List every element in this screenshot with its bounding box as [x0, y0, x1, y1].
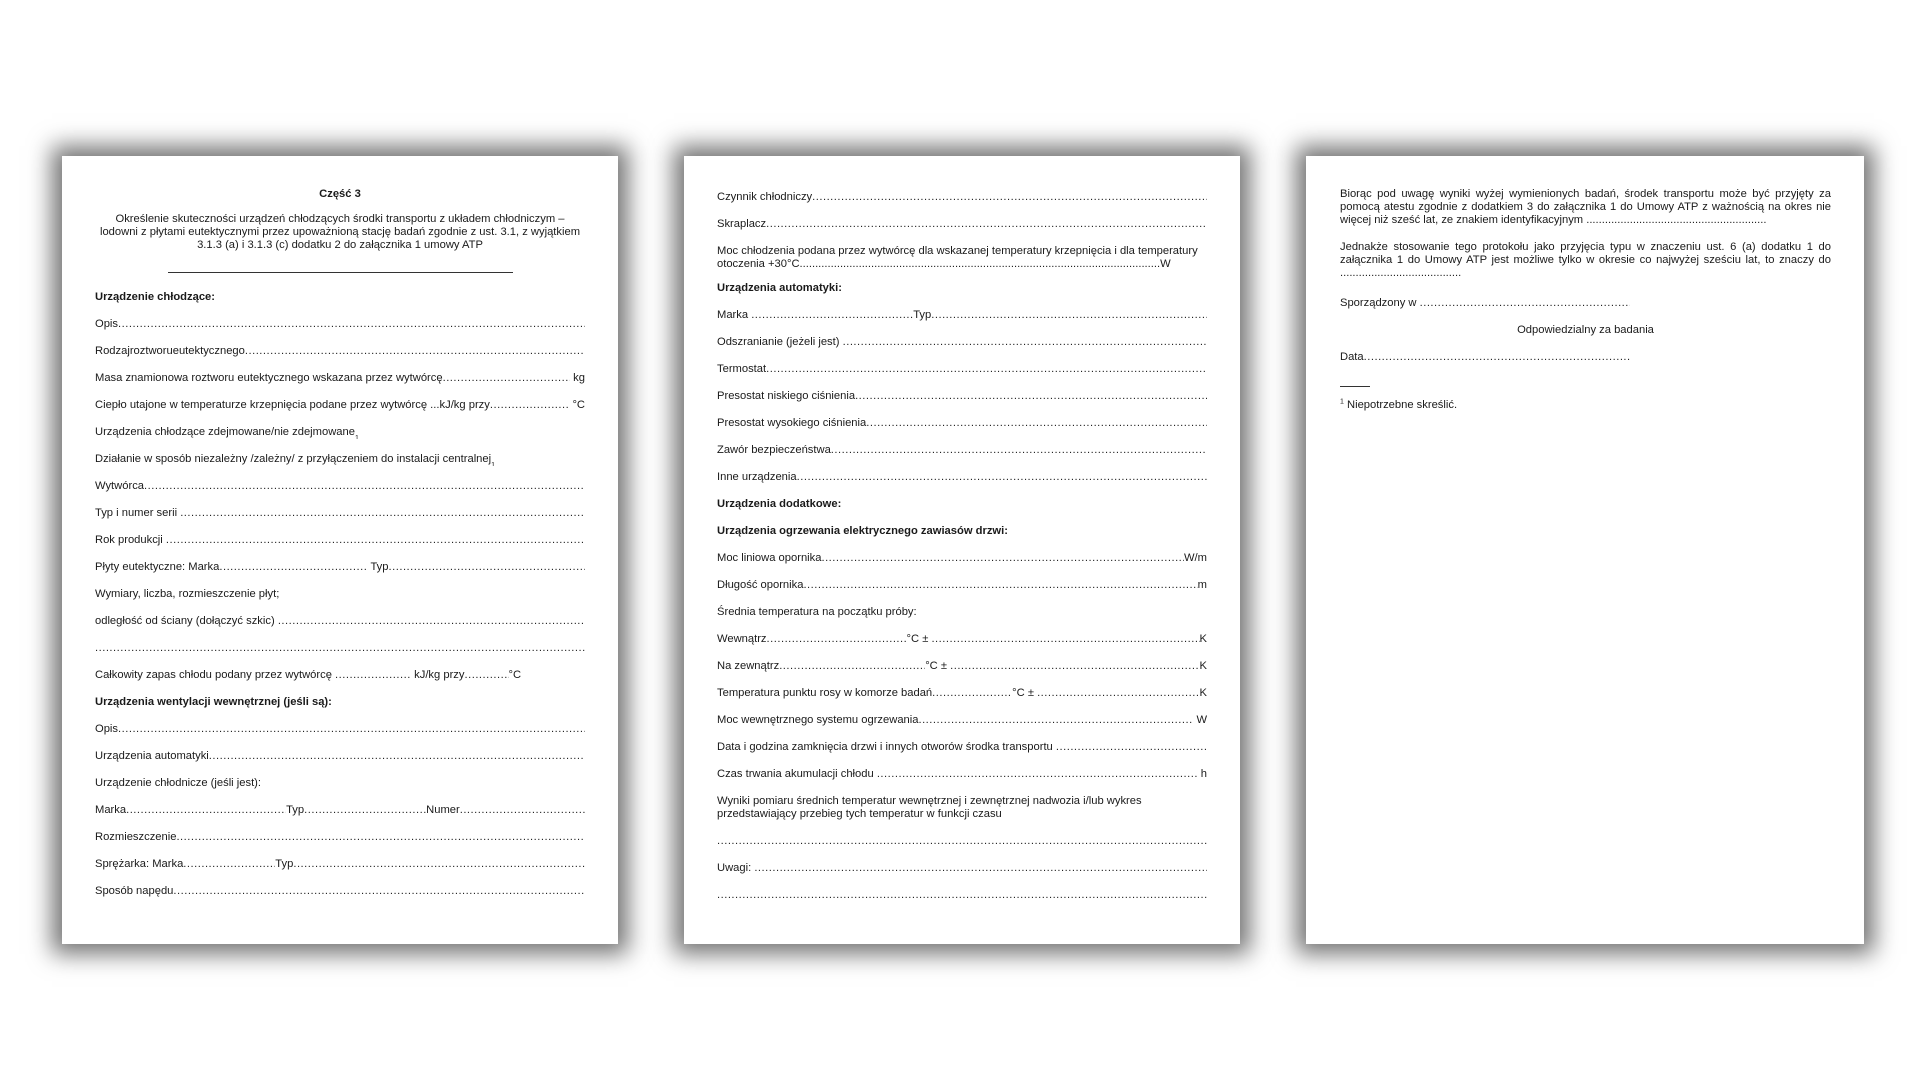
- field-plyty: Płyty eutektyczne: Marka ..... Typ .....: [95, 547, 585, 574]
- field-rodzaj: Rodzajroztworueutektycznego .....: [95, 331, 585, 358]
- field-blank-line: [95, 628, 585, 655]
- document-page-1: [62, 156, 618, 944]
- field-punkt-rosy: Temperatura punktu rosy w komorze badań ..... °C ± ..... K: [717, 673, 1207, 700]
- field-wyniki-line: [717, 821, 1207, 848]
- document-page-3: [1306, 156, 1864, 944]
- field-opis: Opis .....: [95, 304, 585, 331]
- field-naped: Sposób napędu .....: [95, 871, 585, 898]
- field-marka-typ: Marka ..... Typ .....: [717, 295, 1207, 322]
- field-srednia: Średnia temperatura na początku próby:: [717, 606, 917, 618]
- section-title-ventilation: Urządzenia wentylacji wewnętrznej (jeśli są):: [95, 696, 332, 708]
- field-marka-typ-numer: Marka ..... Typ ..... Numer .....: [95, 790, 585, 817]
- section-title-cooling: Urządzenie chłodzące:: [95, 291, 215, 303]
- field-moc-wewn: Moc wewnętrznego systemu ogrzewania ..... W: [717, 700, 1207, 727]
- field-uwagi: Uwagi: .....: [717, 848, 1207, 875]
- field-zdejmowane: Urządzenia chłodzące zdejmowane/nie zdejmowane 1: [95, 426, 359, 439]
- intro-text: Określenie skuteczności urządzeń chłodzących środki transportu z układem chłodniczym – lodowni z płytami eutektycznymi przez upoważnioną stację badań zgodnie z ust. 3.1, z wyjątkiem 3.1.3 (a) i 3.1.3 (c) dodatku 2 do załącznika 1 umowy ATP: [99, 213, 581, 251]
- field-wewnatrz: Wewnątrz ..... °C ± ..... K: [717, 619, 1207, 646]
- section-title-heating: Urządzenia ogrzewania elektrycznego zawiasów drzwi:: [717, 525, 1008, 537]
- field-termostat: Termostat .....: [717, 349, 1207, 376]
- field-zapas: Całkowity zapas chłodu podany przez wytwórcę ..... kJ/kg przy ..... °C: [95, 655, 585, 682]
- dots: ....................................................................................................................: [799, 258, 1161, 270]
- field-wyniki: Wyniki pomiaru średnich temperatur wewnętrznej i zewnętrznej nadwozia i/lub wykres przedstawiający przebieg tych temperatur w funkcji czasu: [717, 795, 1142, 820]
- paragraph-limitation: Jednakże stosowanie tego protokołu jako przyjęcia typu w znaczeniu ust. 6 (a) dodatku 1 do załącznika 1 do Umowy ATP jest możliwe tylko w okresie co najwyżej sześciu lat, to znaczy do .......................................: [1340, 241, 1831, 279]
- paragraph-conclusion: Biorąc pod uwagę wyniki wyżej wymienionych badań, środek transportu może być przyjęty za pomocą atestu zgodnie z dodatkiem 3 do załącznika 1 do Umowy ATP z ważnością na okres nie więcej niż sześć lat, ze znakiem identyfikacyjnym ..........................................................: [1340, 188, 1831, 226]
- field-sprezarka: Sprężarka: Marka ..... Typ .....: [95, 844, 585, 871]
- field-wymiary: Wymiary, liczba, rozmieszczenie płyt;: [95, 588, 280, 600]
- field-skraplacz: Skraplacz .....: [717, 204, 1207, 231]
- field-moc-liniowa: Moc liniowa opornika ..... W/m: [717, 538, 1207, 565]
- field-typ-serii: Typ i numer serii .....: [95, 493, 585, 520]
- field-data-godzina: Data i godzina zamknięcia drzwi i innych otworów środka transportu .....: [717, 727, 1207, 754]
- footnote-divider: [1340, 386, 1370, 387]
- field-czas: Czas trwania akumulacji chłodu ..... h: [717, 754, 1207, 781]
- field-na-zewnatrz: Na zewnątrz ..... °C ± ..... K: [717, 646, 1207, 673]
- section-title-additional: Urządzenia dodatkowe:: [717, 498, 842, 510]
- section-title-automatics: Urządzenia automatyki:: [717, 282, 842, 294]
- field-wytworca: Wytwórca .....: [95, 466, 585, 493]
- document-page-2: [684, 156, 1240, 944]
- responsible-label: Odpowiedzialny za badania: [1517, 324, 1654, 336]
- page-heading: Część 3: [319, 188, 361, 200]
- field-chlodnicze: Urządzenie chłodnicze (jeśli jest):: [95, 777, 262, 789]
- divider: [168, 272, 513, 273]
- field-rozmieszczenie: Rozmieszczenie .....: [95, 817, 585, 844]
- field-zawor: Zawór bezpieczeństwa .....: [717, 430, 1207, 457]
- field-moc-chlodzenia: Moc chłodzenia podana przez wytwórcę dla wskazanej temperatury krzepnięcia i dla temperatury otoczenia +30°C....................................................................................................................W: [717, 245, 1198, 270]
- field-uwagi-line: [717, 875, 1207, 902]
- field-opis2: Opis .....: [95, 709, 585, 736]
- field-dzialanie: Działanie w sposób niezależny /zależny/ z przyłączeniem do instalacji centralnej 1: [95, 453, 496, 466]
- footnote: $^1$ Niepotrzebne skreślić.: [1340, 398, 1458, 411]
- field-data: Data .....: [1340, 337, 1831, 364]
- field-cieplo: Ciepło utajone w temperaturze krzepnięcia podane przez wytwórcę ...kJ/kg przy ..... °C: [95, 385, 585, 412]
- field-dlugosc: Długość opornika ..... m: [717, 565, 1207, 592]
- field-sporzadzony: Sporządzony w .....: [1340, 280, 1831, 310]
- field-czynnik: Czynnik chłodniczy .....: [717, 188, 1207, 204]
- field-odszranianie: Odszranianie (jeżeli jest) .....: [717, 322, 1207, 349]
- field-presostat-niski: Presostat niskiego ciśnienia .....: [717, 376, 1207, 403]
- field-inne: Inne urządzenia .....: [717, 457, 1207, 484]
- field-masa: Masa znamionowa roztworu eutektycznego wskazana przez wytwórcę ..... kg: [95, 358, 585, 385]
- field-presostat-wysoki: Presostat wysokiego ciśnienia .....: [717, 403, 1207, 430]
- field-rok: Rok produkcji .....: [95, 520, 585, 547]
- field-odleglosc: odległość od ściany (dołączyć szkic) .....: [95, 601, 585, 628]
- field-automatyki: Urządzenia automatyki .....: [95, 736, 585, 763]
